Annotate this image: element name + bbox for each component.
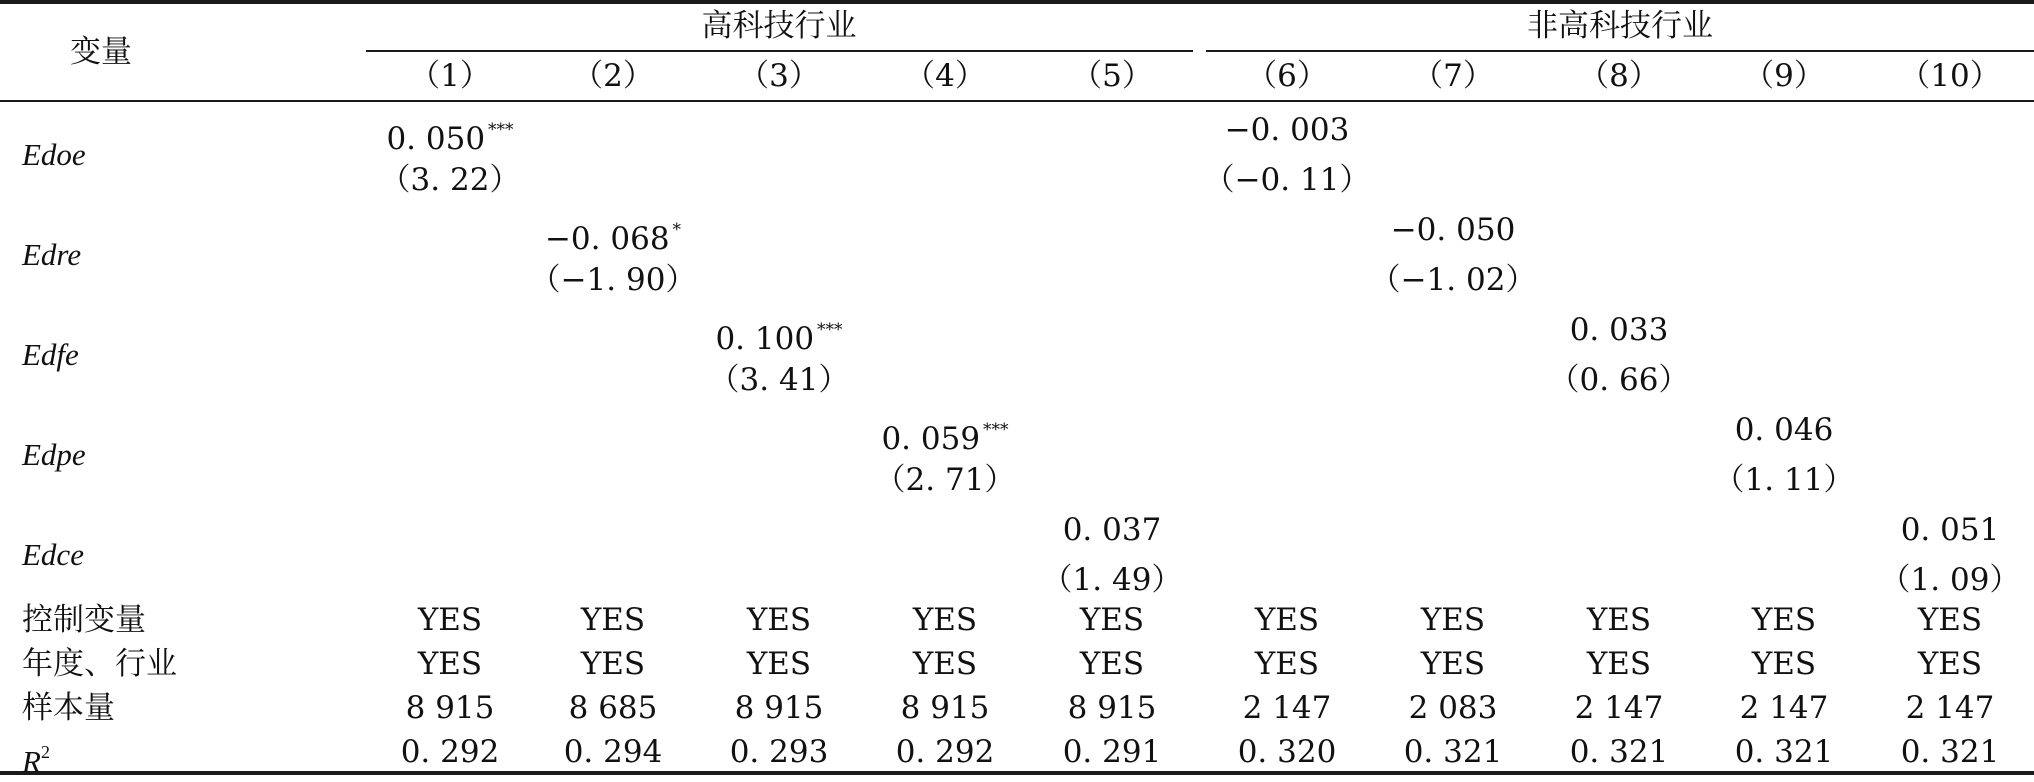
significance-stars: *** — [817, 320, 843, 340]
t-statistic-cell: （3. 22） — [379, 162, 521, 198]
footer-value-cell: YES — [1917, 602, 1983, 638]
t-statistic-cell: （0. 66） — [1548, 362, 1690, 398]
column-number-header: （6） — [1246, 58, 1328, 94]
footer-value-cell: 2 147 — [1574, 690, 1664, 726]
footer-value-cell: YES — [746, 602, 812, 638]
coefficient-value: −0. 003 — [1224, 112, 1350, 148]
column-number-header: （4） — [904, 58, 986, 94]
non-high-tech-group-underline — [1206, 50, 2034, 52]
r-squared-label — [22, 732, 50, 782]
footer-value-cell: YES — [1751, 646, 1817, 682]
variable-label: Edoe — [22, 137, 86, 172]
high-tech-group-header: 高科技行业 — [701, 8, 857, 44]
column-number-header: （7） — [1412, 58, 1494, 94]
coefficient-value: 0. 051 — [1900, 512, 2000, 548]
coefficient-value: 0. 037 — [1062, 512, 1162, 548]
variable-label: Edre — [22, 237, 82, 272]
footer-value-cell: YES — [417, 602, 483, 638]
t-statistic-cell: （1. 09） — [1879, 562, 2021, 598]
footer-value-cell: 8 915 — [734, 690, 824, 726]
coefficient-value: 0. 059 — [881, 421, 981, 457]
footer-value-cell: YES — [1420, 646, 1486, 682]
footer-value-cell: YES — [746, 646, 812, 682]
significance-stars: * — [672, 220, 682, 240]
r-squared-value-cell: 0. 321 — [1569, 734, 1669, 770]
r-squared-symbol: R — [22, 744, 41, 779]
r-squared-value-cell: 0. 292 — [400, 734, 500, 770]
column-number-header: （9） — [1743, 58, 1825, 94]
footer-value-cell: 8 915 — [405, 690, 495, 726]
coefficient-value: 0. 033 — [1569, 312, 1669, 348]
column-number-header: （10） — [1899, 58, 2001, 94]
footer-value-cell: 8 685 — [568, 690, 658, 726]
footer-row-label: 年度、行业 — [22, 646, 177, 682]
footer-value-cell: YES — [1079, 602, 1145, 638]
coefficient-cell — [1901, 510, 2000, 550]
coefficient-cell — [545, 210, 681, 259]
header-rule — [0, 100, 2034, 102]
r-squared-value-cell: 0. 292 — [895, 734, 995, 770]
footer-value-cell: YES — [1254, 646, 1320, 682]
r-squared-value-cell: 0. 321 — [1734, 734, 1834, 770]
footer-row-label: 样本量 — [22, 690, 115, 726]
coefficient-cell — [715, 310, 842, 359]
footer-value-cell: 8 915 — [900, 690, 990, 726]
footer-value-cell: 2 147 — [1739, 690, 1829, 726]
significance-stars: *** — [983, 420, 1009, 440]
coefficient-cell — [1391, 210, 1516, 250]
high-tech-group-underline — [366, 50, 1193, 52]
column-number-header: （5） — [1071, 58, 1153, 94]
column-number-header: （8） — [1578, 58, 1660, 94]
footer-value-cell: YES — [912, 602, 978, 638]
footer-value-cell: YES — [580, 646, 646, 682]
r-squared-value-cell: 0. 293 — [729, 734, 829, 770]
coefficient-cell — [881, 410, 1008, 459]
footer-value-cell: YES — [1917, 646, 1983, 682]
significance-stars: *** — [488, 120, 514, 140]
coefficient-cell — [1735, 410, 1834, 450]
bottom-rule — [0, 771, 2034, 775]
footer-value-cell: YES — [1751, 602, 1817, 638]
t-statistic-cell: （−1. 02） — [1369, 262, 1537, 298]
footer-value-cell: YES — [1420, 602, 1486, 638]
column-number-header: （1） — [409, 58, 491, 94]
variable-column-header: 变量 — [70, 34, 132, 70]
variable-label: Edfe — [22, 337, 79, 372]
r-squared-value-cell: 0. 320 — [1237, 734, 1337, 770]
coefficient-cell — [1570, 310, 1669, 350]
footer-value-cell: 2 147 — [1905, 690, 1995, 726]
coefficient-value: −0. 050 — [1390, 212, 1516, 248]
coefficient-value: −0. 068 — [544, 221, 670, 257]
coefficient-value: 0. 050 — [386, 121, 486, 157]
top-rule — [0, 0, 2034, 4]
column-number-header: （3） — [738, 58, 820, 94]
coefficient-cell — [386, 110, 513, 159]
coefficient-value: 0. 046 — [1734, 412, 1834, 448]
r-squared-value-cell: 0. 294 — [563, 734, 663, 770]
coefficient-cell — [1225, 110, 1350, 150]
footer-value-cell: YES — [1254, 602, 1320, 638]
footer-value-cell: YES — [912, 646, 978, 682]
variable-label: Edpe — [22, 437, 86, 472]
r-squared-value-cell: 0. 291 — [1062, 734, 1162, 770]
r-squared-exponent: 2 — [40, 742, 50, 762]
coefficient-value: 0. 100 — [715, 321, 815, 357]
t-statistic-cell: （−0. 11） — [1203, 162, 1371, 198]
footer-value-cell: 2 147 — [1242, 690, 1332, 726]
r-squared-value-cell: 0. 321 — [1403, 734, 1503, 770]
variable-label: Edce — [22, 537, 84, 572]
footer-value-cell: YES — [1079, 646, 1145, 682]
r-squared-value-cell: 0. 321 — [1900, 734, 2000, 770]
non-high-tech-group-header: 非高科技行业 — [1527, 8, 1713, 44]
t-statistic-cell: （1. 11） — [1713, 462, 1855, 498]
footer-row-label: 控制变量 — [22, 602, 146, 638]
t-statistic-cell: （1. 49） — [1041, 562, 1183, 598]
t-statistic-cell: （2. 71） — [874, 462, 1016, 498]
footer-value-cell: 8 915 — [1067, 690, 1157, 726]
footer-value-cell: YES — [1586, 602, 1652, 638]
t-statistic-cell: （−1. 90） — [529, 262, 697, 298]
footer-value-cell: YES — [1586, 646, 1652, 682]
coefficient-cell — [1063, 510, 1162, 550]
t-statistic-cell: （3. 41） — [708, 362, 850, 398]
footer-value-cell: YES — [417, 646, 483, 682]
column-number-header: （2） — [572, 58, 654, 94]
footer-value-cell: 2 083 — [1408, 690, 1498, 726]
footer-value-cell: YES — [580, 602, 646, 638]
